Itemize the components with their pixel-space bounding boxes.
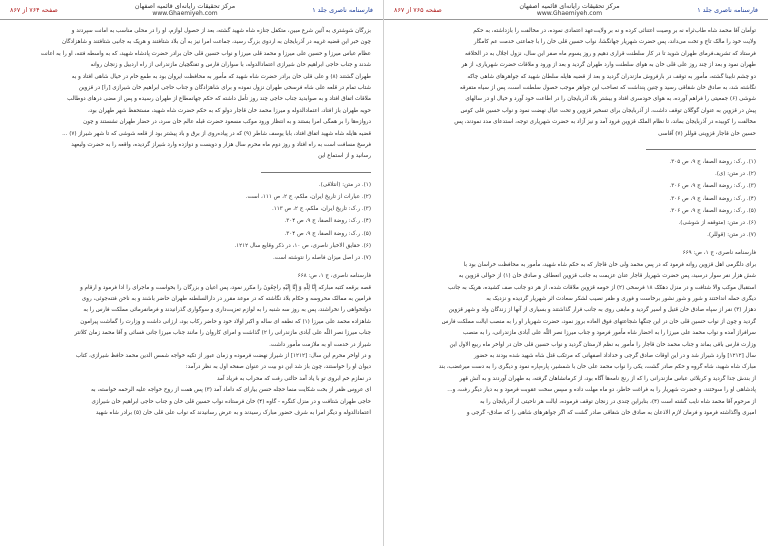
section-title: فارسنامه ناصری، ج ۱، ص: ۶۶۹ [682, 250, 756, 257]
footnote: (۱). در متن: (انتلاقی). [318, 181, 371, 188]
publisher-block [135, 2, 235, 18]
text-line: گردید و چون از نواب حسین قلی خان در این جنگها شجاعتهای فوق العاده بروز نمود، حضرت شهریار او را به منصب ایالت مملکت فارس [441, 318, 756, 325]
publisher-block [519, 2, 619, 18]
text-line: دیگری حمله انداختند و شور و شور نشور برخاست و فوری و ظفر نصیب لشکر سعادت اثر شهریار گردیده و نزدیک به [486, 295, 756, 302]
text-line: از بندش جدا گردید و کربلائی عباس مازندرانی را که از رنج نامه‌ها آگاه بود، از کرمانشاهان گرفته، به طهران آوردند و به آتش قهر [459, 375, 756, 382]
footnote: (۳). ر.ک: روضة الصفا، ج ۹، ص ۳۰۶. [669, 183, 756, 190]
footnote: (۱). ر.ک: روضة الصفا، ج ۹، ص ۳۰۵. [669, 159, 756, 166]
footnote: (۳). ر.ک: تاریخ ایران، ملکم، ج ۲، ص ۱۱۳. [271, 206, 371, 213]
text-line: شیراز در خدمت او به ملازمت مأمور داشت. [269, 341, 371, 348]
text-line: اعتمادالدوله و دیگر امرا به شرف حضور مبارک رسیدند و به عرض رسانیدند که نواب علی قلی خان (۵) برادر شاه شهید [95, 409, 371, 416]
text-line: سال [۱۲۱۲] وارد شیراز شد و در این اوقات صادق گرجی و خداداد اصفهانی که مرتکب قتل شاه شهید شده بودند به حضور [473, 352, 756, 359]
footnote: (۶). حقایق الاخبار ناصری، ص ۱۰، در ذکر وقایع سال ۱۲۱۲. [234, 242, 371, 249]
text-line: شدند و جناب حاجی ابراهیم خان شیرازی اعتمادالدوله، با سواران فارس و تفنگچیان مازندرانی از راه اردبیل و زنجان روانه [90, 62, 371, 69]
text-line: قصه برقعه کتبه مبارکه إِنَّا لِلَّهِ وَ إِنَّا إِلَيْهِ راجِعُونَ را مکرر نمود، پس اعیان و بزرگان را بخواست و ماجرای را ادا فرمود و ارقام و [80, 284, 371, 291]
text-line: بزرگان شوشتری به آئین شرع مبین، متکفل جنازه شاه شهید گشته، بعد از حصول لوازم، او را در محلی مناسب به امانت سپردند و [71, 28, 371, 34]
main-text-middle [396, 260, 756, 420]
footnote: (۲). عبارات از تاریخ ایران، ملکم، ج ۲، ص ۱۱۱، است. [245, 194, 371, 201]
text-line: مخالفت را کوبیده در آذربایجان بماند، تا نظام الملک قزوین فرود آمد و نیز آزاد به حضرت شهریاری توجه، استدعای مدد نمودند، پس [454, 119, 756, 126]
text-line: شوشی (۶) جمعیتی را فراهم آورده، به هوای خودسری افتاد و بیشتر بلاد آذربایجان را در اطاعت خود آورد و خیال او در سالهای [465, 96, 756, 103]
footnote: (۷). در متن: (قوللر). [707, 232, 756, 239]
text-line: شش هزار نفر سوار درسید، پس حضرت شهریار قاجار عنان عزیمت به جانب قزوین انعطاف و صادق خان (۱) از حوالی قزوین به [458, 273, 756, 280]
text-line: چون خبر این قضیه غریبه در آذربایجان به اردوی بزرگ رسید، جماعت امرا نیز به آن بلاد شتافتند و هریک به جانبی شتافتند و شاهزادگان [62, 39, 371, 46]
text-line: دروازه‌ها را بر همگی امرا بستند و به انتظار ورود موکب مسعود حضرت قبله عالم خان سرد، در حضار طهران نشستند و چون [83, 119, 371, 126]
text-line: جناب میرزا نصر اللّه علی آبادی مازندرانی را ۲) گذاشت و امرای کاروان را مانند جناب میرزا جانی فسائی و آقا محمد زمان کلانتر [74, 330, 371, 337]
footnotes-list [12, 179, 371, 264]
text-line: دیوان او را خواستند، چون باز شد این دو بیت در عنوان صفحه اول به نظر درآمد: [185, 364, 371, 371]
footnote: (۶). در متن: (متوقفه از شوشی). [678, 220, 756, 227]
footnote: (۵). ر.ک: روضة الصفا، ج ۹، ص ۳۰۴. [284, 230, 371, 237]
footnote: (۷). در اصل میزان فاصله را نتوشته است. [272, 255, 371, 262]
text-line: قضیه هایله شاه شهید اتفاق افتاد، بابا یوسف شاطر (۹) که در پیاده‌روی از برق و باد پیشتر بود از قلعه شوشی که تا شهر شیراز (۷) ... [62, 130, 371, 137]
text-line: فرستاد که تشریف‌فرمای طهران شوید تا در کار سلطنت قراری دهیم و روز یسوم ماه صفر این سال، نزول اجلال به در الخلافه [465, 50, 756, 57]
text-line: استقبال موکب والا شتافت و در منزل دهکک ۱۸ فرسخی (۲) از حومه قزوین ملاقات شده، از هر دو جانب صف کشیده، هریک به جانب [448, 284, 756, 291]
footnote: (۴). ر.ک: روضة الصفا، ج ۹، ص ۳۰۶. [669, 195, 756, 202]
page-body [384, 20, 768, 419]
text-line: شاهزاده محمد علی میرزا (۱) که نطفه ای ساله و اکبر اولاد خود و حاضر رکاب بود، ارزانی داشت و وزارت را گماشت پیرامون [80, 318, 371, 325]
text-line: دهزار (۳) نفر از سپاه صادق خان قتیل و اسیر گردید و مابقی روی به جانب فرار گذاشتند و بسیاری از آنها از زندگان ولد و شهر قزوین [448, 307, 756, 314]
publisher-name: مرکز تحقیقات رایانه‌ای قائمیه اصفهان [134, 1, 236, 10]
text-line: از مرحوم آقا محمد شاه نایب گشته است (۴)، بنابراین چندی در زنجان توقف فرموده، ایالت هر ناحیتی از آذربایجان را به [479, 398, 756, 405]
text-line: فرسخ مسافت است به راه افتاد و روز دوم ماه محرم سال هزار و دویست و دوازده وارد شیراز گردیده، واقعه را به حضرت ولیعهد [71, 142, 371, 149]
text-line: امیری واگذاشته فرمود و فرمان لازم الاذعان به صادق خان شقاقی صادر گشت که اگر جواهرهای شاهی را که صادق- گرجی و [466, 409, 756, 416]
page-header [0, 0, 383, 20]
text-line: توأمان آقا محمد شاه طاب‌ثراه نه بر وصیت اعتنائی کرده و نه بر ولایت‌عهد اعتمادی نموده، در مخالفت را بازداشته، به حکم [473, 28, 756, 34]
page-header [384, 0, 768, 20]
text-line: حاجی طهران شتافت و در منزل کنگره - گاوه (۴) خان فرستاده نواب حسین قلی خان و جناب حاجی ابراهیم خان شیرازی [91, 398, 371, 405]
text-line: دو چشم نابینا گشته، مأمور به توقف در بارفروش مازندران گردید و بعد از قضیه هایله سلطان شهید که جواهرهای شاهی چاکه [467, 73, 756, 80]
text-line: فرامین به ممالک محروسه و حکام بلاد نگاشته که در موعد مقرر در دارالسلطنه طهران حاضر باشند و به ناخن فتنه‌جوئی، روی [81, 295, 371, 302]
section-title: فارسنامه ناصری، ج ۱، ص: ۶۶۸ [297, 273, 371, 280]
page-number: صفحه ۷۶۵ از ۸۶۷ [394, 5, 442, 14]
footnotes-list [396, 156, 756, 241]
text-line: طهران نمود و بعد از چند روز علی قلی خان به هوای سلطنت وارد طهران گردید و بعد از ورود و ملاقات حضرت شهریاری، از هر [461, 62, 756, 69]
website-link[interactable]: www.Ghaemiyeh.com [536, 9, 603, 17]
main-text-top [12, 26, 371, 163]
footnote: (۲). در متن: (ی). [714, 171, 756, 178]
text-line: حویه طهران باز افتاد، اعتمادالدوله و میرزا محمد خان قاجار دولو که به حکم حضرت شاه شهید، مستحفظ شهر طهران بود، [88, 107, 371, 114]
text-line: در نمازم خم ابروی تو با یاد آمد حالتی رفت که محراب به فریاد آمد [217, 375, 371, 382]
text-line: مبارک شاه شهید، شاه گروه و حکم صادر گشت، یکی را نواب محمد علی خان با شمشیر، پاره‌پاره نمود و دیگری را به دست میرغضب، بند [438, 364, 756, 371]
main-text-middle [12, 283, 371, 420]
text-line: عظام عباس میرزا و حسین علی میرزا و محمد قلی میرزا و نواب حسین قلی خان برادر حضرت پادشاه شهید، که به واسطه فتنه، او را به اعانت [40, 50, 371, 57]
text-line: پیش در قزوین به عنوان گوگلان توقف داشت، از آذربایجان برای تسخیر قزوین و تحت عیال نهضت نمود و نواب حسین قلی کوس [460, 107, 756, 114]
publisher-name: مرکز تحقیقات رایانه‌ای قائمیه اصفهان [519, 1, 620, 10]
text-line: شتاب تمام در قلعه علی شاه فرسخی طهران نزول نموده و برای شاهزادگان و جناب حاجی ابراهیم خان شیرازی [را] در قزوین [78, 85, 371, 92]
website-link[interactable]: www.Ghaemiyeh.com [152, 9, 218, 17]
text-line: پادشاهی او را سوختند، و حضرت شهریار را به فراغت خاطر، دو ماه مهلت داده و سپس سخت عقوبت فرمود و به دیار دیگر رفت، و... [447, 387, 756, 394]
page-number: صفحه ۷۶۴ از ۸۶۷ [10, 5, 58, 14]
footnote: (۴). ر.ک: روضة الصفا، ج ۹، ص ۳۰۴. [284, 218, 371, 225]
text-line: حسین خان قاجار قزوینی قوللر (۷) آقاسی [658, 130, 756, 137]
text-line: طهران گشتند (۸) و علی قلی خان برادر حضرت شاه شهید که مأمور به محافظت ایروان بود به طمع خام در خیال شاهی افتاد و به [71, 73, 371, 80]
footnote-divider [646, 149, 756, 150]
page-body [0, 20, 383, 419]
text-line: وزارت فارس باقی بماند و جناب محمد خان قاجار را مأمور به نظم لارستان گردید و نواب حسین قلی خان در اواخر ماه ربیع الاول این [449, 341, 756, 348]
text-line: ولایت خود را مالک تاج و تخت می‌داند، پس حضرت شهریار جهانگشا، نواب حسین قلی خان را با جماعتی خدمت عم کامگار [473, 39, 756, 46]
document-page-right [384, 0, 768, 546]
footnote-divider [261, 172, 371, 173]
book-title: فارسنامه ناصری جلد ۱ [312, 5, 373, 14]
book-title: فارسنامه ناصری جلد ۱ [697, 5, 758, 14]
text-line: برای دلگرمی اهل قزوین روانه فرمود که در پس محمد ولی خان قاجار که به حکم شاه شهید، مأمور به محافظت خراسان بود با [463, 261, 756, 268]
text-line: ای عروس ظفر از بخت شکایت منما حجله حسن بیارای که داماد آمد (۳) پس همت از روح خواجه علیه الرحمه خواسته، به [91, 387, 371, 394]
text-line: ملاقات اتفاق افتاد و به صوابدید جناب حاجی چند روز تأمل داشته که حکم جهانمطاع از طهران رسیده و پس از مضی درهای دوطالب [67, 96, 371, 103]
main-text-top [396, 26, 756, 140]
text-line: سرافراز آمده و نواب محمد علی میرزا را به احضار شاه مأمور فرمود و جناب میرزا نصر اللّه علی آبادی مازندرانی، را به منصب [462, 330, 756, 337]
footnote: (۵). ر.ک: روضة الصفا، ج ۹، ص ۳۰۶. [669, 207, 756, 214]
text-line: دولتخواهی را نخراشند، پس به روز سه شنبه را به لوازم تعزیت‌داری و سوگواری گذرانیدند و فرمانفرمائی مملکت فارس را به [83, 307, 371, 314]
text-line: نگاشته شد، به صادق خان شقاقی رسید و چنین پنداشت که تصاحب این جواهر موجب حصول سلطنت است، پس از سیاه متفرقه [459, 85, 756, 92]
text-line: رسانید و از استماع این [318, 153, 371, 160]
text-line: و در اواخر محرم این سال: [۱۲۱۲] از شیراز نهضت فرموده و زمان عبور از تکیه خواجه شمس الدین محمد حافظ شیرازی، کتاب [75, 352, 371, 359]
